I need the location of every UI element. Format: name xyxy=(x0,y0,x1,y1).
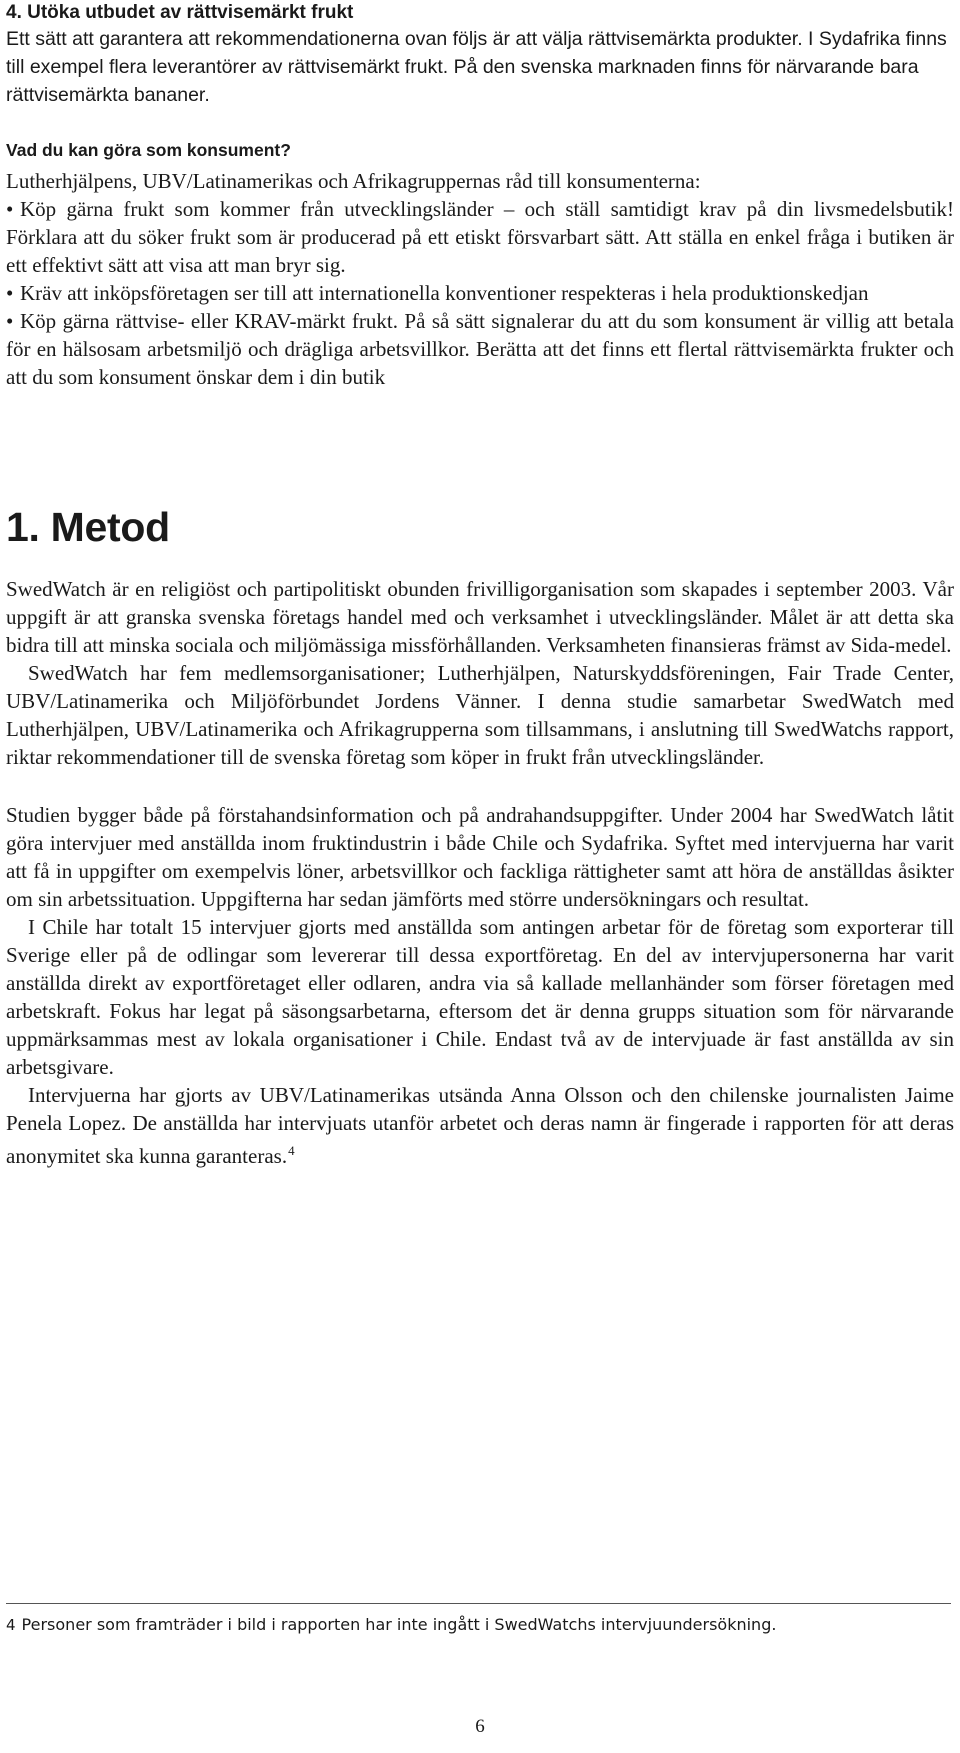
document-page xyxy=(6,0,954,1170)
bullet-text: Kräv att inköpsföretagen ser till att internationella konventioner respekteras i hela produktionskedjan xyxy=(20,281,869,305)
bullet-text: Köp gärna frukt som kommer från utvecklingsländer – och ställ samtidigt krav på din livsmedelsbutik! Förklara att du söker frukt som är producerad på ett etiskt försvarbart sätt. Att ställa en enkel fråga i butiken är ett effektivt sätt att visa att man bryr sig. xyxy=(6,197,954,277)
body-paragraph: I Chile har totalt 15 intervjuer gjorts med anställda som antingen arbetar för de företag som exporterar till Sverige eller på de odlingar som levererar till dessa exportföretag. En del av intervjupersonerna har varit anställda direkt av exportföretaget eller odlaren, andra via så kallade mellanhänder som förser företagen med arbetskraft. Fokus har legat på säsongsarbetarna, eftersom det är denna grupps situation som för närvarande uppmärksammas mest av lokala organisationer i Chile. Endast två av de intervjuade är fast anställda av sin arbetsgivare. xyxy=(6,915,954,1079)
page-number: 6 xyxy=(475,1716,485,1737)
section-intro-paragraph: Ett sätt att garantera att rekommendationerna ovan följs är att välja rättvisemärkta produkter. I Sydafrika finns till exempel flera leverantörer av rättvisemärkt frukt. På den svenska marknaden finns för närvarande bara rättvisemärkta bananer. xyxy=(6,28,947,106)
footnote-divider xyxy=(6,1603,951,1604)
bullet-text: Köp gärna rättvise- eller KRAV-märkt frukt. På så sätt signalerar du att du som konsument är villig att betala för en hälsosam arbetsmiljö och drägliga arbetsvillkor. Berätta att det finns ett flertal rättvisemärkta frukter och att du som konsument önskar dem i din butik xyxy=(6,309,954,389)
bullet-item xyxy=(6,279,954,307)
section-heading: 4. Utöka utbudet av rättvisemärkt frukt xyxy=(6,2,354,23)
body-paragraph: SwedWatch är en religiöst och partipolitiskt obunden frivilligorganisation som skapades i september 2003. Vår uppgift är att granska svenska företags handel med och verksamhet i utvecklingsländer. Målet är att detta ska bidra till att minska sociala och miljömässiga missförhållanden. Verksamheten finansieras främst av Sida-medel. xyxy=(6,577,954,657)
footnote-number: 4 xyxy=(6,1616,16,1634)
chapter-heading: 1. Metod xyxy=(6,504,170,550)
footnote-text: Personer som framträder i bild i rapporten har inte ingått i SwedWatchs intervjuundersökning. xyxy=(21,1615,777,1634)
footnote-reference[interactable]: 4 xyxy=(288,1143,295,1158)
body-paragraph xyxy=(6,1081,954,1170)
bullet-item xyxy=(6,195,954,279)
bullet-item xyxy=(6,307,954,391)
paragraph-text: Intervjuerna har gjorts av UBV/Latinamerikas utsända Anna Olsson och den chilenske journalisten Jaime Penela Lopez. De anställda har intervjuats utanför arbetet och deras namn är fingerade i rapporten för att deras anonymitet ska kunna garanteras. xyxy=(6,1083,954,1168)
subheading: Vad du kan göra som konsument? xyxy=(6,140,291,160)
body-paragraph: Studien bygger både på förstahandsinformation och på andrahandsuppgifter. Under 2004 har SwedWatch låtit göra intervjuer med anställda inom fruktindustrin i både Chile och Sydafrika. Syftet med intervjuerna har varit att få in uppgifter om exempelvis löner, arbetsvillkor och fackliga rättigheter samt att höra de anställdas åsikter om sin arbetssituation. Uppgifterna har sedan jämförts med större undersökningars och resultat. xyxy=(6,803,954,911)
advice-intro: Lutherhjälpens, UBV/Latinamerikas och Afrikagruppernas råd till konsumenterna: xyxy=(6,169,701,193)
body-paragraph: SwedWatch har fem medlemsorganisationer; Lutherhjälpen, Naturskyddsföreningen, Fair Trade Center, UBV/Latinamerika och Miljöförbundet Jordens Vänner. I denna studie samarbetar SwedWatch med Lutherhjälpen, UBV/Latinamerika och Afrikagrupperna som tillsammans, i anslutning till SwedWatchs rapport, riktar rekommendationer till de svenska företag som köper in frukt från utvecklingsländer. xyxy=(6,661,954,769)
footnote xyxy=(6,1614,951,1636)
